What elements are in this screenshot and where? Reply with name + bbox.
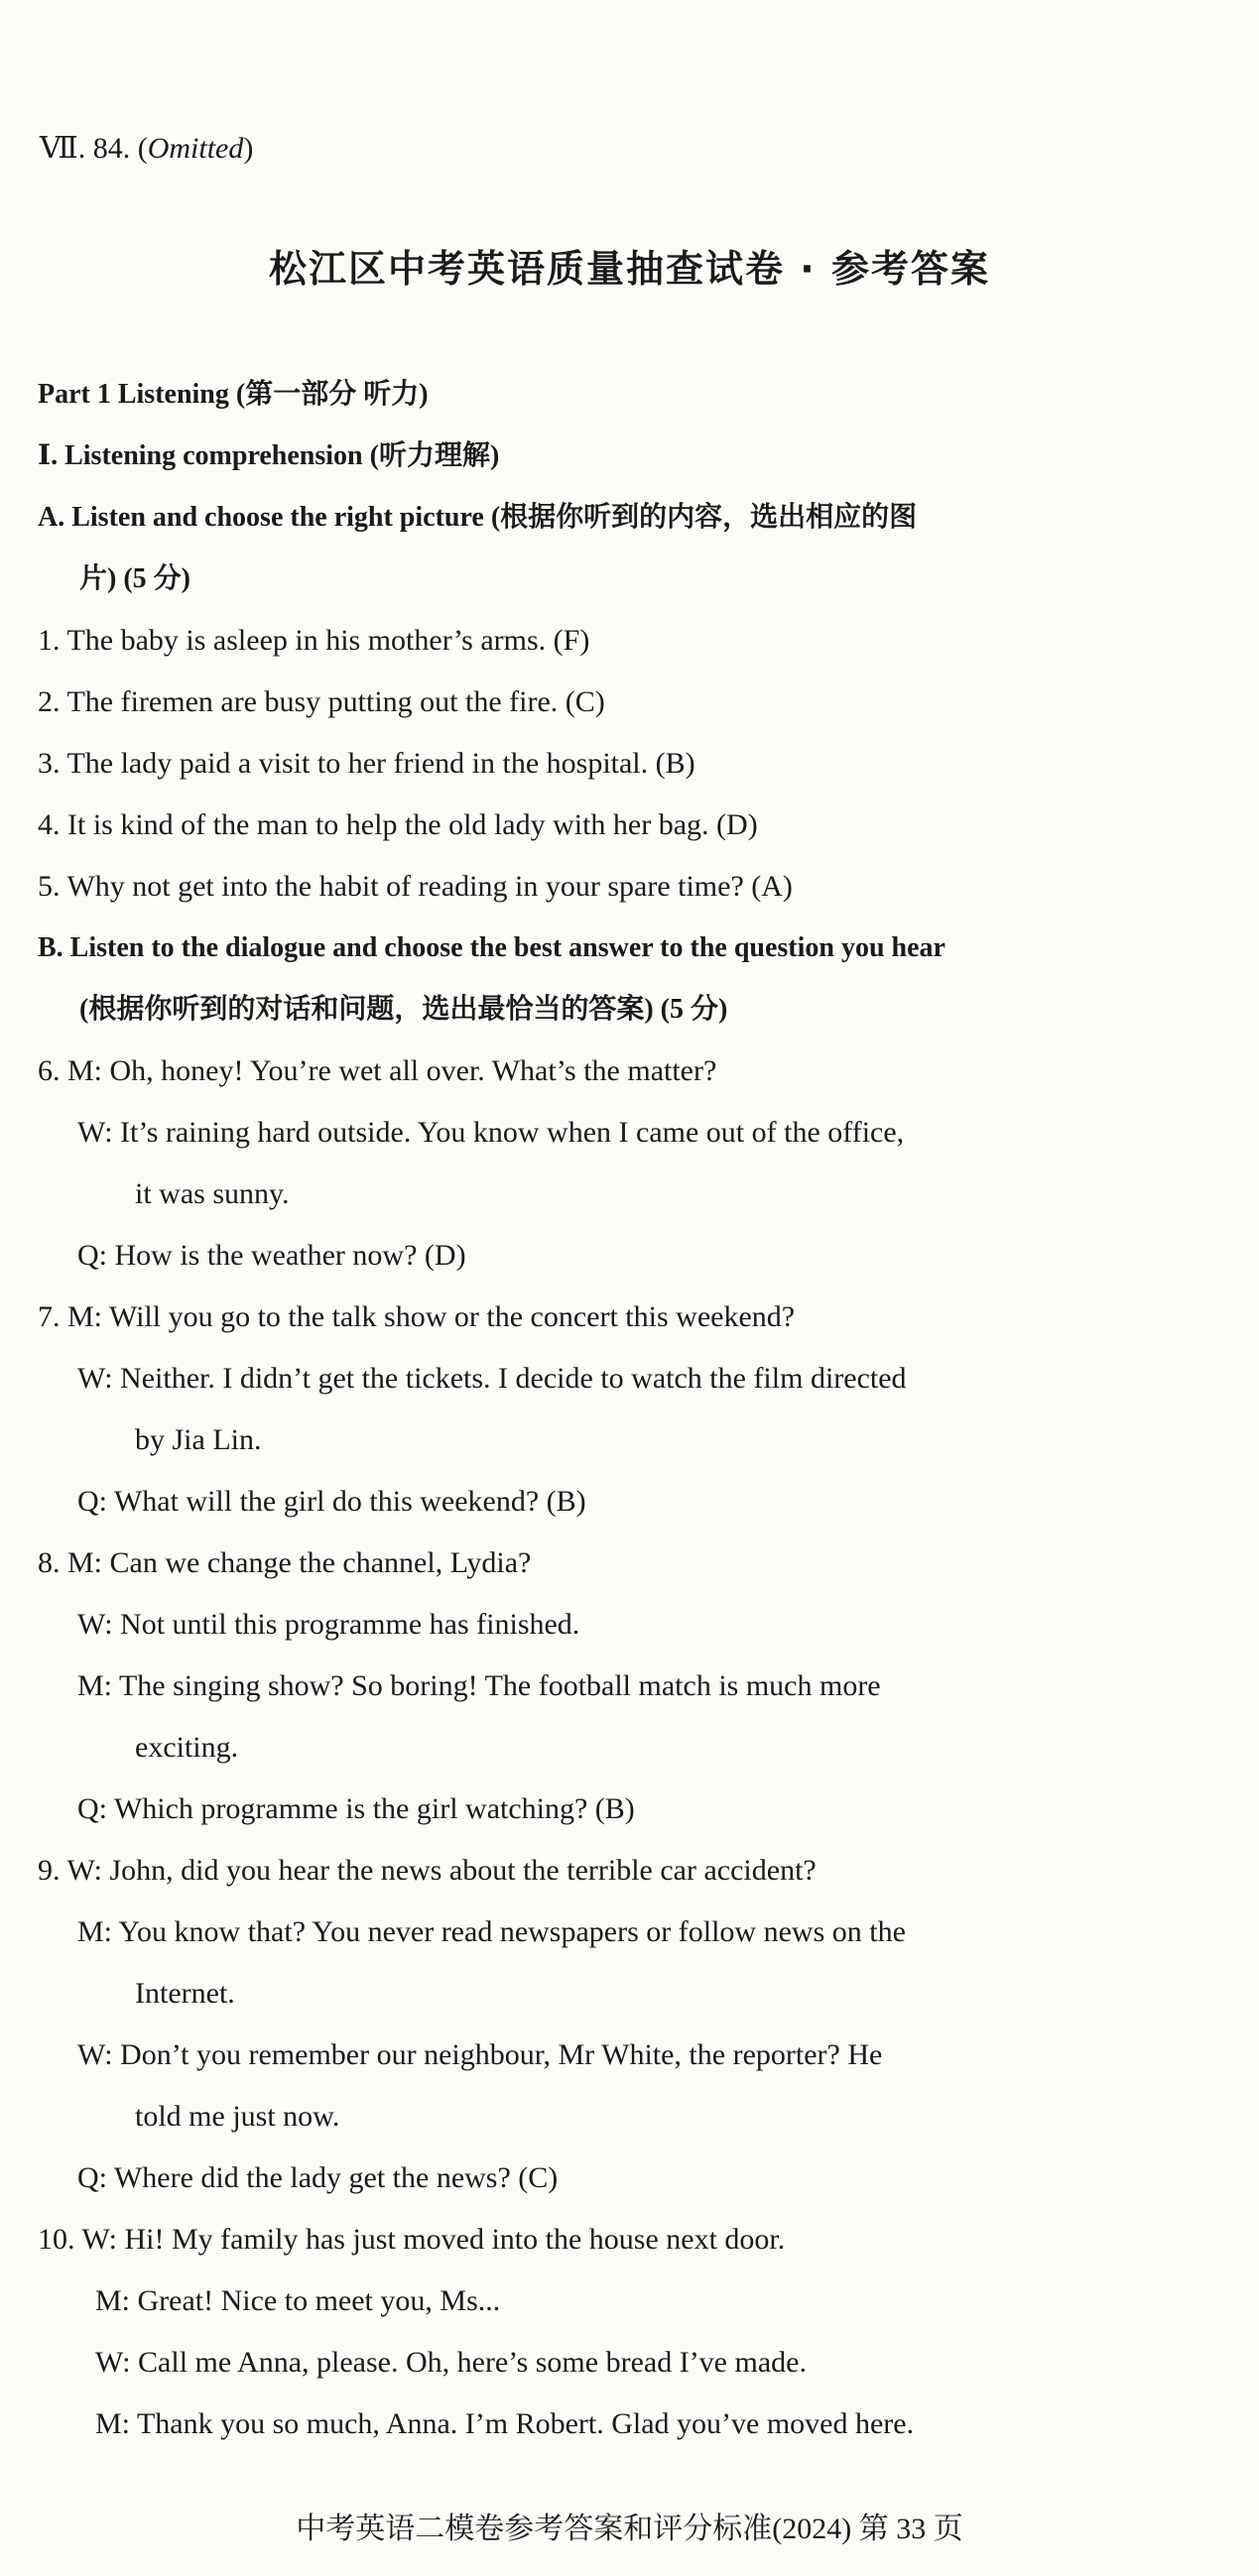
dialogue-line: W: Don’t you remember our neighbour, Mr White, the reporter? He [77, 2038, 883, 2071]
dialogue-line: by Jia Lin. [135, 1423, 262, 1456]
dialogue-line: it was sunny. [135, 1177, 290, 1210]
omitted-note: Ⅶ. 84. (Omitted) [40, 132, 254, 165]
section-b-heading: B. Listen to the dialogue and choose the best answer to the question you hear [38, 932, 945, 963]
section-b-heading-cont: (根据你听到的对话和问题，选出最恰当的答案) (5 分) [79, 994, 728, 1025]
section-a-heading: A. Listen and choose the right picture (根据你听到的内容，选出相应的图 [38, 502, 918, 533]
section-heading: Ⅰ. Listening comprehension (听力理解) [38, 440, 500, 471]
answer-item: 2. The firemen are busy putting out the fire. (C) [38, 685, 605, 718]
page-title: 松江区中考英语质量抽查试卷 · 参考答案 [269, 247, 990, 291]
dialogue-line: Q: Where did the lady get the news? (C) [77, 2161, 559, 2194]
part-heading: Part 1 Listening (第一部分 听力) [38, 379, 429, 410]
dialogue-line: W: It’s raining hard outside. You know when I came out of the office, [77, 1116, 905, 1149]
answer-item: 3. The lady paid a visit to her friend in the hospital. (B) [38, 747, 695, 780]
dialogue-line: Q: How is the weather now? (D) [77, 1239, 466, 1272]
dialogue-line: W: Neither. I didn’t get the tickets. I decide to watch the film directed [77, 1362, 907, 1395]
dialogue-line: 8. M: Can we change the channel, Lydia? [38, 1546, 532, 1579]
dialogue-line: Q: Which programme is the girl watching? (B) [77, 1792, 635, 1825]
dialogue-line: Q: What will the girl do this weekend? (B) [77, 1485, 586, 1518]
dialogue-line: M: Great! Nice to meet you, Ms... [95, 2284, 501, 2317]
dialogue-line: Internet. [135, 1977, 235, 2010]
dialogue-line: 10. W: Hi! My family has just moved into the house next door. [38, 2223, 786, 2256]
answer-item: 4. It is kind of the man to help the old lady with her bag. (D) [38, 808, 758, 841]
page-footer: 中考英语二模卷参考答案和评分标准(2024) 第 33 页 [296, 2513, 963, 2545]
dialogue-line: W: Not until this programme has finished. [77, 1608, 580, 1641]
dialogue-line: 9. W: John, did you hear the news about the terrible car accident? [38, 1854, 817, 1887]
dialogue-line: M: The singing show? So boring! The football match is much more [77, 1669, 881, 1702]
section-a-heading-cont: 片) (5 分) [79, 563, 190, 594]
dialogue-line: M: You know that? You never read newspapers or follow news on the [77, 1915, 906, 1948]
dialogue-line: exciting. [135, 1731, 239, 1764]
dialogue-line: told me just now. [135, 2100, 340, 2133]
dialogue-line: 6. M: Oh, honey! You’re wet all over. What’s the matter? [38, 1054, 717, 1087]
dialogue-line: 7. M: Will you go to the talk show or the concert this weekend? [38, 1300, 796, 1333]
answer-item: 1. The baby is asleep in his mother’s arms. (F) [38, 624, 590, 657]
answer-item: 5. Why not get into the habit of reading in your spare time? (A) [38, 870, 793, 903]
dialogue-line: W: Call me Anna, please. Oh, here’s some bread I’ve made. [95, 2346, 807, 2379]
dialogue-line: M: Thank you so much, Anna. I’m Robert. Glad you’ve moved here. [95, 2407, 915, 2440]
